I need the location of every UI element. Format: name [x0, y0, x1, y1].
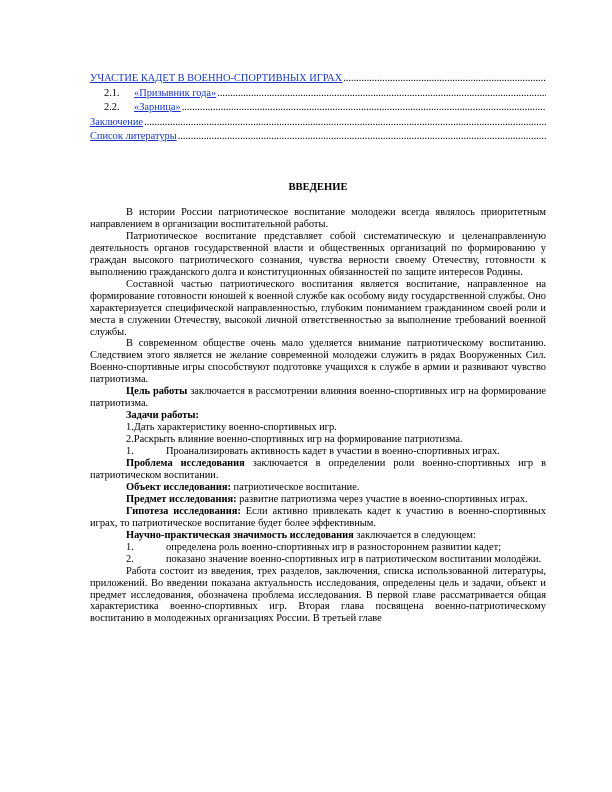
problem-label: Проблема исследования — [126, 458, 245, 470]
section-heading: ВВЕДЕНИЕ — [288, 182, 348, 193]
toc-entry-sub2[interactable] — [90, 101, 546, 116]
paragraph: В современном обществе очень мало уделяется внимание патриотическому воспитанию. Следствием этого является не желание современной молодежи служить в рядах Вооруженных Сил. Военно-спортивные игры способствуют подготовке учащихся к службе в армии и развивают чувство патриотизма. — [90, 338, 546, 386]
task-item — [90, 446, 546, 458]
toc-number: 2.2. — [104, 102, 120, 113]
object-label: Объект исследования: — [126, 481, 231, 493]
object-text: патриотическое воспитание. — [230, 481, 360, 493]
tasks-label: Задачи работы: — [126, 410, 199, 422]
toc-leader-dots — [144, 116, 546, 130]
significance-item — [90, 554, 546, 566]
toc-entry-conclusion[interactable] — [90, 116, 546, 131]
paragraph: В истории России патриотическое воспитание молодежи всегда являлось приоритетным направлением в организации воспитательной работы. — [90, 207, 546, 230]
toc-leader-dots — [343, 72, 546, 86]
hypothesis-paragraph — [90, 506, 546, 530]
paragraph: Составной частью патриотического воспитания является воспитание, направленное на формирование готовности юношей к военной службе как особому виду государственной службы. Оно характеризуется специфической направленностью, глубоким пониманием гражданином своей роли и места в служении Отечеству, высокой личной ответственностью за выполнение требований военной службы. — [90, 278, 546, 338]
toc-leader-dots — [182, 101, 546, 115]
significance-text: заключается в следующем: — [353, 529, 476, 541]
list-number: 2. — [126, 553, 134, 565]
toc-link-sub2[interactable]: «Зарница» — [134, 102, 181, 113]
hypothesis-label: Гипотеза исследования: — [126, 505, 241, 517]
significance-label: Научно-практическая значимость исследования — [126, 529, 354, 541]
toc-entry-chapter2[interactable] — [90, 72, 546, 87]
subject-text: развитие патриотизма через участие в военно-спортивных играх. — [236, 493, 528, 505]
toc-link-chapter2[interactable]: УЧАСТИЕ КАДЕТ В ВОЕННО-СПОРТИВНЫХ ИГРАХ — [90, 73, 343, 84]
toc-link-references[interactable]: Список литературы — [90, 131, 177, 142]
list-number: 1. — [126, 446, 134, 458]
task-item: 2.Раскрыть влияние военно-спортивных игр на формирование патриотизма. — [126, 434, 463, 446]
significance-item-text: показано значение военно-спортивных игр в патриотическом воспитании молодёжи. — [166, 553, 542, 565]
subject-paragraph — [90, 494, 546, 506]
problem-text: заключается в определении роли военно-спортивных игр в патриотическом воспитании. — [90, 458, 547, 481]
object-paragraph — [90, 482, 546, 494]
problem-paragraph — [90, 458, 546, 482]
significance-item — [90, 542, 546, 554]
paragraph: Работа состоит из введения, трех разделов, заключения, списка использованной литературы, приложений. Во введении показана актуальность исследования, определены цель и задачи, объект и предмет исследования, обозначена проблема исследования. В первой главе рассматривается общая характеристика военно-спортивных игр. Вторая глава посвящена военно-патриотическому воспитанию в молодежных организациях России. В третьей главе — [90, 565, 546, 625]
toc-number: 2.1. — [104, 87, 120, 99]
significance-paragraph — [90, 530, 546, 542]
toc-leader-dots — [217, 87, 546, 101]
goal-label: Цель работы — [126, 386, 188, 398]
paragraph: Патриотическое воспитание представляет собой систематическую и целенаправленную деятельность органов государственной власти и общественных организаций по формированию у граждан высокого патриотического сознания, чувства верности своему Отечеству, готовности к выполнению гражданского долга и конституционных обязанностей по защите интересов Родины. — [90, 230, 546, 278]
task-item: 1.Дать характеристику военно-спортивных игр. — [126, 422, 337, 434]
toc-entry-sub1[interactable] — [90, 87, 546, 102]
toc-link-conclusion[interactable]: Заключение — [90, 116, 143, 128]
goal-text: заключается в рассмотрении влияния военно-спортивных игр на формирование патриотизма. — [90, 386, 546, 410]
table-of-contents — [90, 72, 546, 145]
goal-paragraph — [90, 386, 546, 410]
hypothesis-text: Если активно привлекать кадет к участию в военно-спортивных играх, то патриотическое воспитание будет более эффективным. — [90, 505, 546, 529]
toc-link-sub1[interactable]: «Призывник года» — [134, 87, 217, 99]
task-text: Проанализировать активность кадет в участии в военно-спортивных играх. — [166, 446, 500, 458]
significance-item-text: определена роль военно-спортивных игр в разностороннем развитии кадет; — [166, 541, 502, 553]
tasks-heading — [90, 410, 546, 422]
list-number: 1. — [126, 541, 134, 553]
subject-label: Предмет исследования: — [126, 493, 237, 505]
toc-entry-references[interactable] — [90, 130, 546, 145]
toc-leader-dots — [178, 130, 546, 144]
body-text — [90, 207, 546, 625]
